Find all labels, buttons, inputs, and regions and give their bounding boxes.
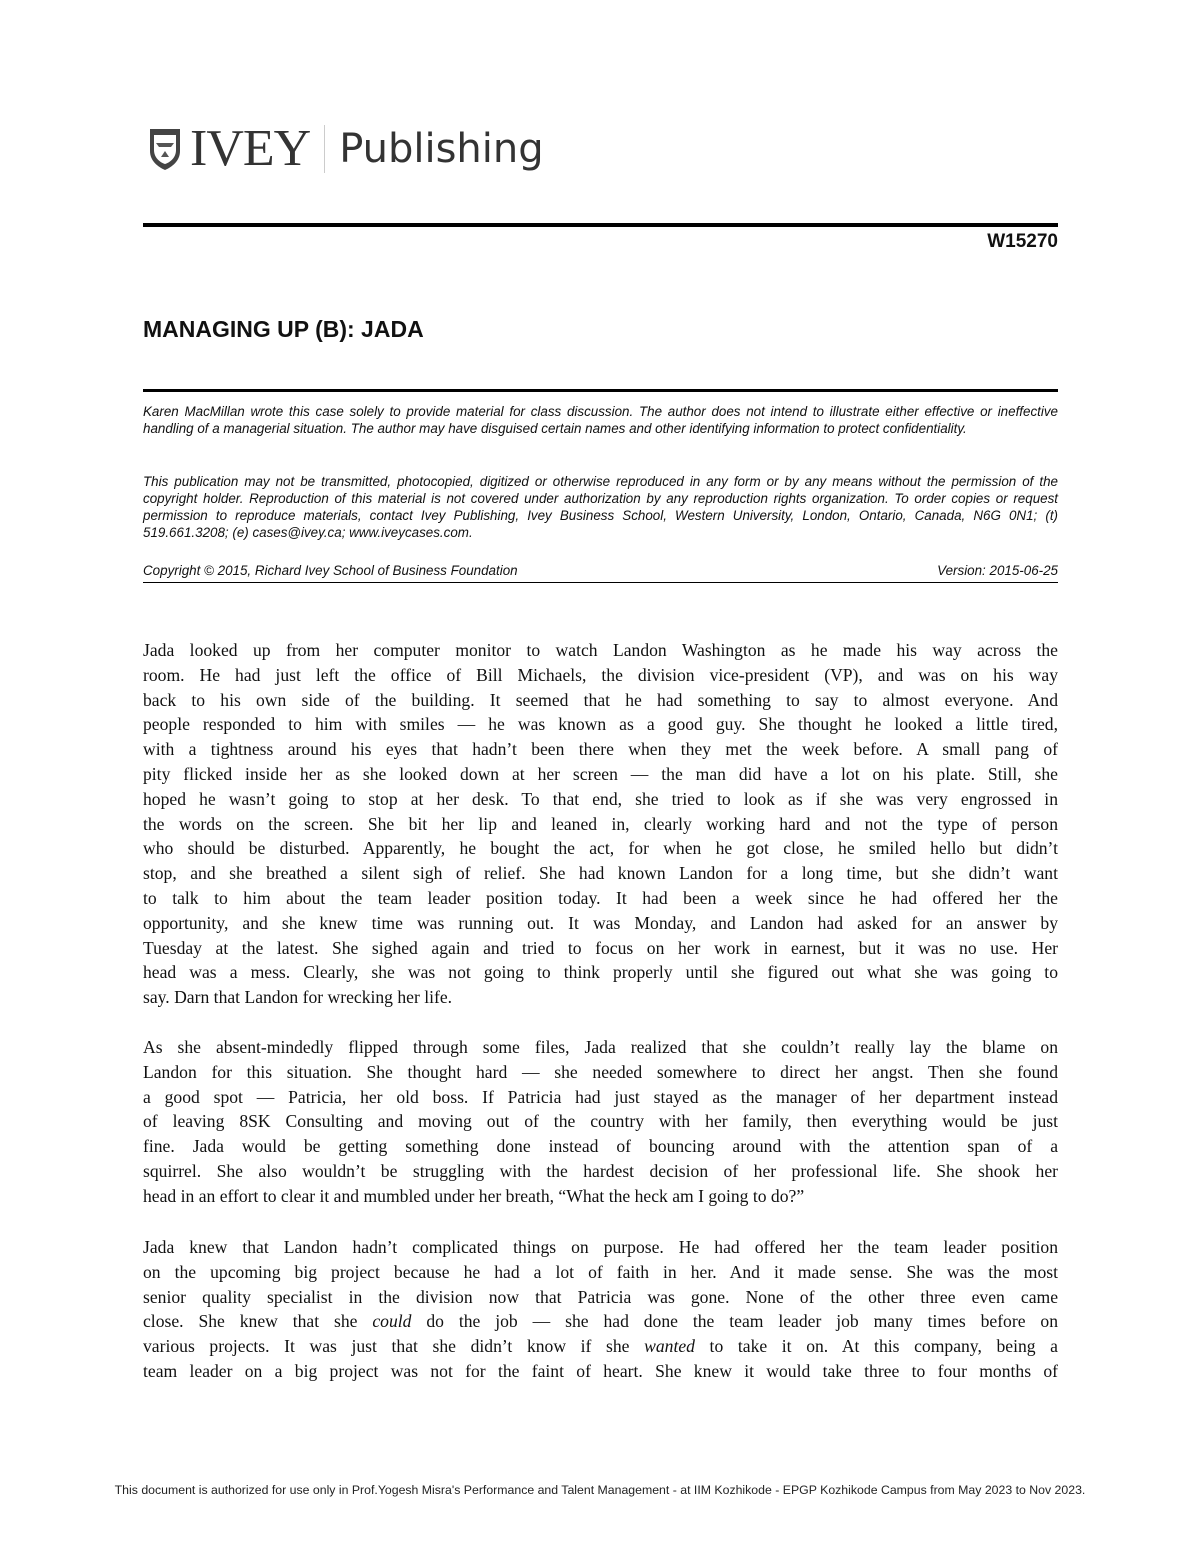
header-rule xyxy=(143,223,1058,227)
text-line: hoped he wasn’t going to stop at her desk. To that end, she tried to look as if she was very engrossed in xyxy=(143,788,1058,809)
logo-wordmark: IVEY xyxy=(190,120,311,177)
paragraph xyxy=(143,1035,1058,1209)
text-line: team leader on a big project was not for the faint of heart. She knew it would take three to four months of xyxy=(143,1360,1058,1381)
text-line: the words on the screen. She bit her lip and leaned in, clearly working hard and not the type of person xyxy=(143,813,1058,834)
text-line: fine. Jada would be getting something done instead of bouncing around with the attention span of a xyxy=(143,1136,1058,1157)
text-segment: to take it on. At this company, being a xyxy=(694,1336,1058,1357)
text-line: of leaving 8SK Consulting and moving out of the country with her family, then everything would be just xyxy=(143,1111,1058,1132)
copyright-notice: This publication may not be transmitted, photocopied, digitized or otherwise reproduced in any form or by any means without the permission of the copyright holder. Reproduction of this material is not covered under authorization by any reproduction rights organization. To order copies or request permission to reproduce materials, contact Ivey Publishing, Ivey Business School, Western University, London, Ontario, Canada, N6G 0N1; (t) 519.661.3208; (e) cases@ivey.ca; www.iveycases.com. xyxy=(143,474,1058,540)
emphasis: could xyxy=(372,1311,412,1332)
text-line: opportunity, and she knew time was running out. It was Monday, and Landon had asked for an answer by xyxy=(143,912,1058,933)
text-line xyxy=(143,1334,1058,1359)
copyright-line xyxy=(143,563,1058,583)
paragraph xyxy=(143,1235,1058,1384)
author-disclaimer: Karen MacMillan wrote this case solely to provide material for class discussion. The author does not intend to illustrate either effective or ineffective handling of a managerial situation. The author may have disguised certain names and other identifying information to protect confidentiality. xyxy=(143,404,1058,436)
text-line: with a tightness around his eyes that hadn’t been there when they met the week before. A small pang of xyxy=(143,739,1058,760)
text-line: to talk to him about the team leader position today. It had been a week since he had offered her the xyxy=(143,887,1058,908)
emphasis: wanted xyxy=(644,1336,695,1357)
copyright-text: Copyright © 2015, Richard Ivey School of Business Foundation xyxy=(143,563,518,578)
text-line: senior quality specialist in the division now that Patricia was gone. None of the other three even came xyxy=(143,1286,1058,1307)
text-line: say. Darn that Landon for wrecking her life. xyxy=(143,987,453,1008)
text-line: Jada knew that Landon hadn’t complicated things on purpose. He had offered her the team leader position xyxy=(143,1237,1058,1257)
text-segment: do the job — she had done the team leader job many times before on xyxy=(411,1311,1059,1332)
text-line: As she absent-mindedly flipped through some files, Jada realized that she couldn’t really lay the blame on xyxy=(143,1037,1058,1057)
case-title: MANAGING UP (B): JADA xyxy=(143,316,424,342)
logo-subtitle: Publishing xyxy=(339,126,544,172)
text-segment: various projects. It was just that she didn’t know if she xyxy=(143,1336,645,1357)
text-line: Jada looked up from her computer monitor to watch Landon Washington as he made his way across the xyxy=(143,640,1058,660)
logo-divider xyxy=(324,125,325,173)
text-line: Landon for this situation. She thought hard — she needed somewhere to direct her angst. Then she found xyxy=(143,1061,1058,1082)
text-line: pity flicked inside her as she looked down at her screen — the man did have a lot on his plate. Still, she xyxy=(143,763,1058,784)
text-line: who should be disturbed. Apparently, he bought the act, for when he got close, he smiled hello but didn’t xyxy=(143,838,1058,859)
text-line: head in an effort to clear it and mumbled under her breath, “What the heck am I going to do?” xyxy=(143,1185,805,1206)
text-line: stop, and she breathed a silent sigh of relief. She had known Landon for a long time, but she didn’t want xyxy=(143,863,1058,884)
text-line: on the upcoming big project because he had a lot of faith in her. And it made sense. She was the most xyxy=(143,1261,1058,1282)
crest-icon xyxy=(148,127,182,171)
text-segment: close. She knew that she xyxy=(143,1311,373,1332)
ivey-publishing-logo xyxy=(148,118,544,180)
paragraph xyxy=(143,638,1058,1010)
text-line: squirrel. She also wouldn’t be struggling with the hardest decision of her professional life. She shook her xyxy=(143,1160,1058,1181)
text-line: people responded to him with smiles — he was known as a good guy. She thought he looked a little tired, xyxy=(143,714,1058,735)
text-line: head was a mess. Clearly, she was not going to think properly until she figured out what she was going to xyxy=(143,962,1058,983)
text-line: room. He had just left the office of Bill Michaels, the division vice-president (VP), and was on his way xyxy=(143,664,1058,685)
case-code: W15270 xyxy=(987,231,1058,252)
authorization-footer: This document is authorized for use only in Prof.Yogesh Misra's Performance and Talent Management - at IIM Kozhikode - EPGP Kozhikode Campus from May 2023 to Nov 2023. xyxy=(114,1483,1086,1497)
version-text: Version: 2015-06-25 xyxy=(937,563,1058,578)
text-line: Tuesday at the latest. She sighed again and tried to focus on her work in earnest, but it was no use. Her xyxy=(143,937,1058,958)
text-line: a good spot — Patricia, her old boss. If Patricia had just stayed as the manager of her department instead xyxy=(143,1086,1058,1107)
text-line xyxy=(143,1309,1058,1334)
title-rule xyxy=(143,389,1058,392)
text-line: back to his own side of the building. It seemed that he had something to say to almost everyone. And xyxy=(143,689,1058,710)
